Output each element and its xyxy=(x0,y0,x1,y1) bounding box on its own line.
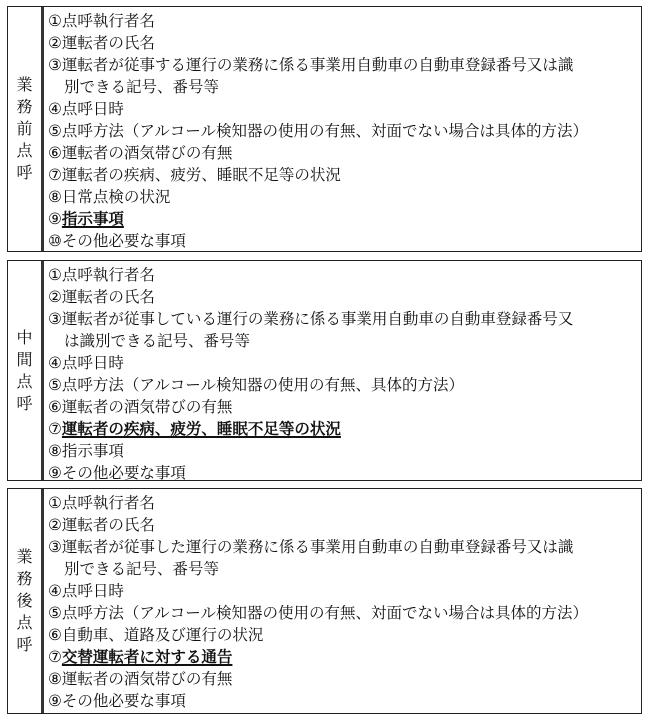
list-item xyxy=(48,440,641,462)
item-text: 運転者が従事する運行の業務に係る事業用自動車の自動車登録番号又は識 xyxy=(61,56,574,74)
item-number: ⑥ xyxy=(48,626,62,644)
item-text: 運転者の氏名 xyxy=(61,516,155,534)
item-text: 点呼執行者名 xyxy=(61,12,155,30)
list-item-emphasized xyxy=(48,208,641,230)
item-text: 点呼執行者名 xyxy=(61,494,155,512)
section-midway-rollcall xyxy=(7,260,642,481)
item-number: ⑩ xyxy=(48,232,62,250)
list-item xyxy=(48,492,641,514)
item-number: ⑨ xyxy=(48,210,62,228)
section-post-work-rollcall xyxy=(7,488,642,714)
item-number: ① xyxy=(48,12,62,30)
item-text: その他必要な事項 xyxy=(61,692,186,710)
item-text: 指示事項 xyxy=(61,442,124,460)
item-number: ③ xyxy=(48,538,62,556)
label-char: 呼 xyxy=(16,635,33,654)
item-text: 点呼日時 xyxy=(61,100,124,118)
item-text: 日常点検の状況 xyxy=(61,188,171,206)
list-item xyxy=(48,690,641,712)
item-text: 点呼執行者名 xyxy=(61,266,155,284)
item-number: ⑦ xyxy=(48,166,62,184)
item-list xyxy=(44,7,641,251)
list-item xyxy=(48,98,641,120)
item-text: 運転者の酒気帯びの有無 xyxy=(61,398,233,416)
list-item xyxy=(48,164,641,186)
item-number: ⑤ xyxy=(48,604,62,622)
list-item xyxy=(48,54,641,98)
list-item xyxy=(48,120,641,142)
label-char: 後 xyxy=(16,591,33,610)
list-item xyxy=(48,668,641,690)
item-number: ⑧ xyxy=(48,188,62,206)
list-item xyxy=(48,396,641,418)
item-text: 運転者が従事した運行の業務に係る事業用自動車の自動車登録番号又は識 xyxy=(61,538,574,556)
item-number: ⑧ xyxy=(48,670,62,688)
item-text: 運転者の氏名 xyxy=(61,288,155,306)
list-item xyxy=(48,32,641,54)
item-text-emphasized: 指示事項 xyxy=(61,209,124,228)
item-text: 点呼方法（アルコール検知器の使用の有無、対面でない場合は具体的方法） xyxy=(61,122,588,140)
list-item xyxy=(48,264,641,286)
item-text-emphasized: 交替運転者に対する通告 xyxy=(61,647,233,666)
list-item xyxy=(48,514,641,536)
item-list xyxy=(44,489,641,713)
item-number: ③ xyxy=(48,310,62,328)
item-number: ③ xyxy=(48,56,62,74)
list-item xyxy=(48,374,641,396)
list-item-emphasized xyxy=(48,418,641,440)
item-text-emphasized: 運転者の疾病、疲労、睡眠不足等の状況 xyxy=(61,419,341,438)
list-item xyxy=(48,536,641,580)
item-text: 点呼方法（アルコール検知器の使用の有無、具体的方法） xyxy=(61,376,464,394)
section-label-vertical xyxy=(16,546,32,656)
section-label-cell xyxy=(8,7,44,251)
label-char: 間 xyxy=(16,349,33,369)
item-text: 運転者の酒気帯びの有無 xyxy=(61,144,233,162)
item-number: ⑥ xyxy=(48,398,62,416)
item-text-continuation: 別できる記号、番号等 xyxy=(64,78,220,96)
item-text: その他必要な事項 xyxy=(61,232,186,250)
list-item xyxy=(48,308,641,352)
item-number: ⑨ xyxy=(48,692,62,710)
label-char: 点 xyxy=(16,613,33,632)
list-item xyxy=(48,10,641,32)
item-number: ④ xyxy=(48,100,62,118)
label-char: 前 xyxy=(16,119,33,138)
item-text: 運転者の疾病、疲労、睡眠不足等の状況 xyxy=(61,166,341,184)
item-text: その他必要な事項 xyxy=(61,464,186,482)
item-number: ② xyxy=(48,34,62,52)
item-text: 自動車、道路及び運行の状況 xyxy=(61,626,264,644)
list-item xyxy=(48,602,641,624)
list-item xyxy=(48,624,641,646)
item-list xyxy=(44,261,641,480)
item-number: ⑦ xyxy=(48,648,62,666)
item-number: ⑥ xyxy=(48,144,62,162)
list-item-emphasized xyxy=(48,646,641,668)
item-number: ② xyxy=(48,288,62,306)
item-text-continuation: 別できる記号、番号等 xyxy=(64,560,220,578)
label-char: 中 xyxy=(16,327,33,347)
list-item xyxy=(48,230,641,252)
item-number: ② xyxy=(48,516,62,534)
item-number: ⑦ xyxy=(48,420,62,438)
section-pre-work-rollcall xyxy=(7,6,642,252)
label-char: 点 xyxy=(16,141,33,160)
label-char: 務 xyxy=(16,97,33,116)
label-char: 業 xyxy=(16,547,33,566)
item-number: ④ xyxy=(48,354,62,372)
list-item xyxy=(48,286,641,308)
item-text: 点呼日時 xyxy=(61,582,124,600)
item-number: ① xyxy=(48,494,62,512)
label-char: 点 xyxy=(16,371,33,391)
section-label-vertical xyxy=(16,327,32,415)
list-item xyxy=(48,142,641,164)
list-item xyxy=(48,186,641,208)
label-char: 務 xyxy=(16,569,33,588)
list-item xyxy=(48,462,641,484)
section-label-cell xyxy=(8,489,44,713)
list-item xyxy=(48,352,641,374)
item-text-continuation: は識別できる記号、番号等 xyxy=(64,332,251,350)
item-number: ④ xyxy=(48,582,62,600)
section-label-vertical xyxy=(16,74,32,184)
item-number: ① xyxy=(48,266,62,284)
item-text: 点呼日時 xyxy=(61,354,124,372)
item-number: ⑨ xyxy=(48,464,62,482)
item-number: ⑤ xyxy=(48,376,62,394)
item-text: 運転者の氏名 xyxy=(61,34,155,52)
label-char: 業 xyxy=(16,75,33,94)
list-item xyxy=(48,580,641,602)
item-text: 運転者が従事している運行の業務に係る事業用自動車の自動車登録番号又 xyxy=(61,310,574,328)
label-char: 呼 xyxy=(16,163,33,182)
section-label-cell xyxy=(8,261,44,480)
item-number: ⑧ xyxy=(48,442,62,460)
item-text: 点呼方法（アルコール検知器の使用の有無、対面でない場合は具体的方法） xyxy=(61,604,588,622)
item-text: 運転者の酒気帯びの有無 xyxy=(61,670,233,688)
item-number: ⑤ xyxy=(48,122,62,140)
label-char: 呼 xyxy=(16,393,33,413)
